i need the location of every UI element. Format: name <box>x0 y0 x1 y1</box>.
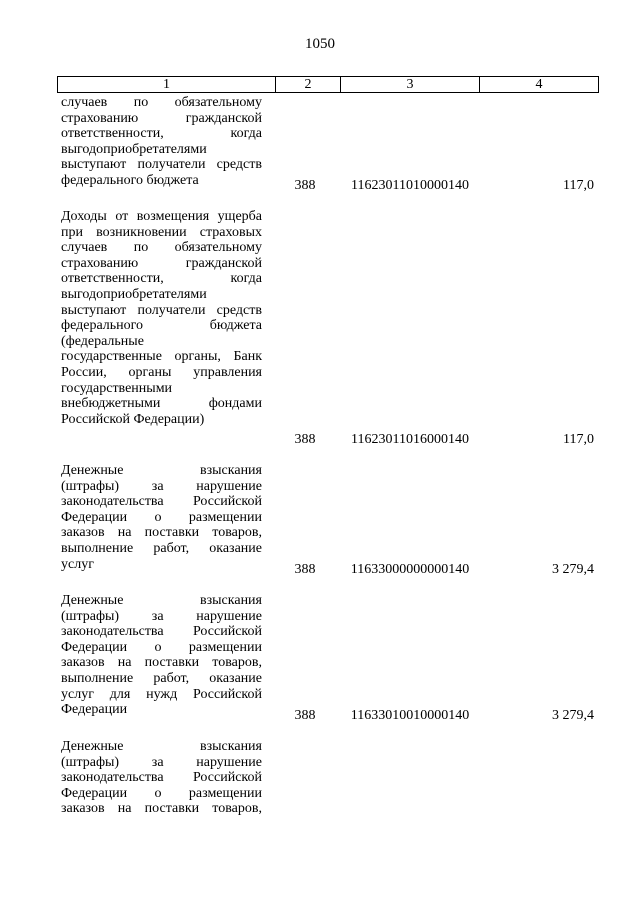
description-line: федерального бюджета <box>61 172 199 188</box>
row-description <box>61 463 262 572</box>
description-line: Российской Федерации) <box>61 411 205 427</box>
description-line: законодательства Российской <box>61 770 262 786</box>
description-line: законодательства Российской <box>61 624 262 640</box>
description-line: выгодоприобретателями <box>61 141 207 157</box>
table-row <box>0 209 640 448</box>
row-code-3: 11633000000000140 <box>350 562 470 578</box>
row-description <box>61 593 262 718</box>
row-code-3: 11623011016000140 <box>351 432 469 448</box>
table-row <box>0 739 640 823</box>
description-line: случаев по обязательному <box>61 240 262 256</box>
description-line: заказов на поставки товаров, <box>61 525 262 541</box>
table-row <box>0 463 640 578</box>
description-line: Федерации о размещении <box>61 509 262 525</box>
page-number: 1050 <box>305 36 335 52</box>
row-description <box>61 739 262 817</box>
description-line: Денежные взыскания <box>61 739 262 754</box>
description-line: заказов на поставки товаров, <box>61 801 262 817</box>
description-line: законодательства Российской <box>61 494 262 510</box>
column-header-2: 2 <box>276 77 341 93</box>
description-line: государственными <box>61 380 173 396</box>
row-code-2: 388 <box>294 708 316 724</box>
row-amount: 3 279,4 <box>552 562 594 578</box>
column-header-4: 4 <box>480 77 599 93</box>
description-line: Федерации о размещении <box>61 785 262 801</box>
description-line: (федеральные <box>61 333 144 349</box>
description-line: страхованию гражданской <box>61 110 262 126</box>
description-line: услуг <box>61 556 94 572</box>
description-line: при возникновении страховых <box>61 224 262 240</box>
description-line: ответственности, когда <box>61 271 262 287</box>
row-amount: 117,0 <box>563 432 594 448</box>
row-description <box>61 95 262 189</box>
description-line: Денежные взыскания <box>61 593 262 608</box>
description-line: государственные органы, Банк <box>61 349 262 365</box>
description-line: Федерации <box>61 702 128 718</box>
column-header-3: 3 <box>341 77 480 93</box>
row-code-3: 11633010010000140 <box>350 708 470 724</box>
description-line: выступают получатели средств <box>61 157 262 173</box>
description-line: выполнение работ, оказание <box>61 670 262 686</box>
description-line: (штрафы) за нарушение <box>61 608 262 624</box>
row-code-3: 11623011010000140 <box>351 178 469 194</box>
row-amount: 3 279,4 <box>552 708 594 724</box>
description-line: Доходы от возмещения ущерба <box>61 209 262 224</box>
description-line: заказов на поставки товаров, <box>61 655 262 671</box>
description-line: России, органы управления <box>61 364 262 380</box>
column-header-table <box>57 76 599 93</box>
row-code-2: 388 <box>294 432 316 448</box>
description-line: Денежные взыскания <box>61 463 262 478</box>
description-line: выгодоприобретателями <box>61 286 207 302</box>
column-header-1: 1 <box>58 77 276 93</box>
description-line: страхованию гражданской <box>61 255 262 271</box>
description-line: выступают получатели средств <box>61 302 262 318</box>
description-line: услуг для нужд Российской <box>61 686 262 702</box>
description-line: ответственности, когда <box>61 126 262 142</box>
row-amount: 117,0 <box>563 178 594 194</box>
table-row <box>0 593 640 724</box>
description-line: внебюджетными фондами <box>61 396 262 412</box>
table-row <box>0 95 640 194</box>
description-line: (штрафы) за нарушение <box>61 478 262 494</box>
description-line: Федерации о размещении <box>61 639 262 655</box>
row-code-2: 388 <box>294 562 316 578</box>
row-description <box>61 209 262 427</box>
row-code-2: 388 <box>294 178 316 194</box>
description-line: федерального бюджета <box>61 318 262 334</box>
description-line: (штрафы) за нарушение <box>61 754 262 770</box>
description-line: случаев по обязательному <box>61 95 262 110</box>
description-line: выполнение работ, оказание <box>61 540 262 556</box>
